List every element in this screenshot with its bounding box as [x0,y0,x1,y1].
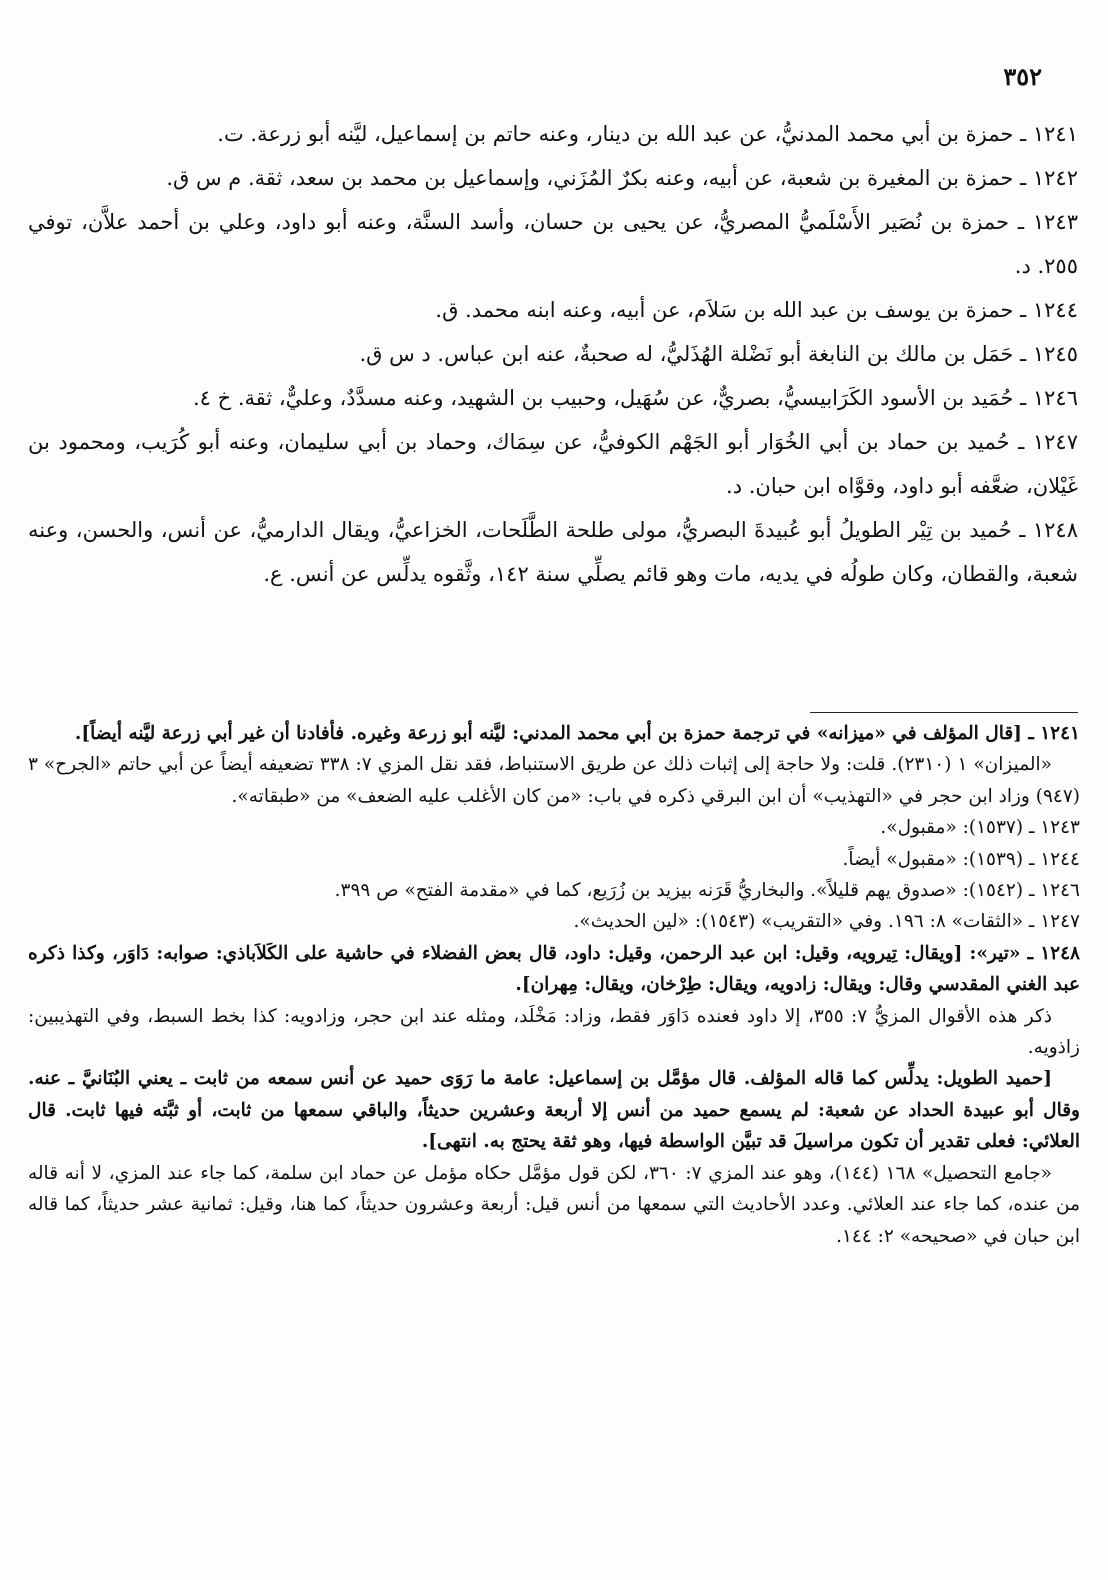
note-1248-tahsil: «جامع التحصيل» ١٦٨ (١٤٤)، وهو عند المزي ٧: ٣٦٠، لكن قول مؤمَّل حكاه مؤمل عن حماد ابن سلمة، كما جاء عند المزي، لا أنه قاله من عنده، كما جاء عند العلائي. وعدد الأحاديث التي سمعها من أنس قيل: أربعة وعشرون حديثاً، كما هنا، وقيل: ثمانية عشر حديثاً، كما قاله ابن حبان في «صحيحه» ٢: ١٤٤. [28,1162,1080,1247]
entry-1241: ١٢٤١ ـ حمزة بن أبي محمد المدنيُّ، عن عبد الله بن دينار، وعنه حاتم بن إسماعيل، ليَّنه أبو زرعة. ت. [217,122,1078,146]
entry-1246: ١٢٤٦ ـ حُمَيد بن الأسود الكَرَابيسيُّ، بصريٌّ، عن سُهَيل، وحبيب بن الشهيد، وعنه مسدَّدٌ، وعليٌّ، ثقة. خ ٤. [192,386,1078,410]
footnotes [28,718,1080,1252]
note-1248-tadlis: [حميد الطويل: يدلِّس كما قاله المؤلف. قال مؤمَّل بن إسماعيل: عامة ما رَوَى حميد عن أنس سمعه من ثابت ـ يعني البُنَانيَّ ـ عنه. وقال أبو عبيدة الحداد عن شعبة: لم يسمع حميد من أنس إلا أربعة وعشرين حديثاً، والباقي سمعها من ثابت، أو ثبَّته فيها ثابت. قال العلائي: فعلى تقدير أن تكون مراسيلَ قد تبيَّن الواسطة فيها، وهو ثقة يحتج به. انتهى]. [28,1068,1080,1153]
note-1243: ١٢٤٣ ـ (١٥٣٧): «مقبول». [880,817,1080,839]
page-number: ٣٥٢ [1003,62,1042,91]
entry-1248: ١٢٤٨ ـ حُميد بن تِيْر الطويلُ أبو عُبيدةَ البصريُّ، مولى طلحة الطَّلَحات، الخزاعيُّ، ويقال الدارميُّ، عن أنس، والحسن، وعنه شعبة، والقطان، وكان طولُه في يديه، مات وهو قائم يصلِّي سنة ١٤٢، وثَّقوه يدلِّس عن أنس. ع. [28,518,1078,586]
note-1248-comment: ذكر هذه الأقوال المزيُّ ٧: ٣٥٥، إلا داود فعنده دَاوَر فقط، وزاد: مَخْلَد، ومثله عند ابن حجر، وزادويه: كذا بخط السبط، وفي التهذيبين: زاذويه. [28,1005,1080,1059]
entry-1245: ١٢٤٥ ـ حَمَل بن مالك بن النابغة أبو نَضْلة الهُذَليُّ، له صحبةٌ، عنه ابن عباس. د س ق. [359,342,1078,366]
note-1248: ١٢٤٨ ـ «تير»: [ويقال: تِيرويه، وقيل: ابن عبد الرحمن، وقيل: داود، قال بعض الفضلاء في حاشية على الكَلاَباذي: صوابه: دَاوَر، وكذا ذكره عبد الغني المقدسي وقال: ويقال: زادويه، ويقال: طِرْخان، ويقال: مِهران]. [28,942,1080,996]
footnote-divider [810,712,1078,713]
entry-1243: ١٢٤٣ ـ حمزة بن نُصَير الأَسْلَميُّ المصريُّ، عن يحيى بن حسان، وأسد السنَّة، وعنه أبو داود، وعلي بن أحمد علاَّن، توفي ٢٥٥. د. [28,210,1078,278]
note-1244: ١٢٤٤ ـ (١٥٣٩): «مقبول» أيضاً. [842,848,1080,870]
entry-1242: ١٢٤٢ ـ حمزة بن المغيرة بن شعبة، عن أبيه، وعنه بكرٌ المُزَني، وإسماعيل بن محمد بن سعد، ثقة. م س ق. [166,166,1078,190]
main-text [28,112,1078,596]
entry-1244: ١٢٤٤ ـ حمزة بن يوسف بن عبد الله بن سَلاَم، عن أبيه، وعنه ابنه محمد. ق. [435,298,1078,322]
note-1246: ١٢٤٦ ـ (١٥٤٢): «صدوق يهم قليلاً». والبخاريُّ قَرَنه بيزيد بن زُرَيع، كما في «مقدمة الفتح» ص ٣٩٩. [334,880,1080,902]
entry-1247: ١٢٤٧ ـ حُميد بن حماد بن أبي الخُوَار أبو الجَهْم الكوفيُّ، عن سِمَاك، وحماد بن أبي سليمان، وعنه أبو كُرَيب، ومحمود بن غَيْلان، ضعَّفه أبو داود، وقوَّاه ابن حبان. د. [28,430,1078,498]
note-1241: ١٢٤١ ـ [قال المؤلف في «ميزانه» في ترجمة حمزة بن أبي محمد المدني: ليَّنه أبو زرعة وغيره. فأفادنا أن غير أبي زرعة ليَّنه أيضاً]. [74,723,1080,744]
note-1247: ١٢٤٧ ـ «الثقات» ٨: ١٩٦. وفي «التقريب» (١٥٤٣): «لين الحديث». [573,911,1080,933]
note-1241-comment: «الميزان» ١ (٢٣١٠). قلت: ولا حاجة إلى إثبات ذلك عن طريق الاستنباط، فقد نقل المزي ٧: ٣٣٨ تضعيفه أيضاً عن أبي حاتم «الجرح» ٣ (٩٤٧) وزاد ابن حجر في «التهذيب» أن ابن البرقي ذكره في باب: «من كان الأغلب عليه الضعف» من «طبقاته». [28,754,1080,807]
